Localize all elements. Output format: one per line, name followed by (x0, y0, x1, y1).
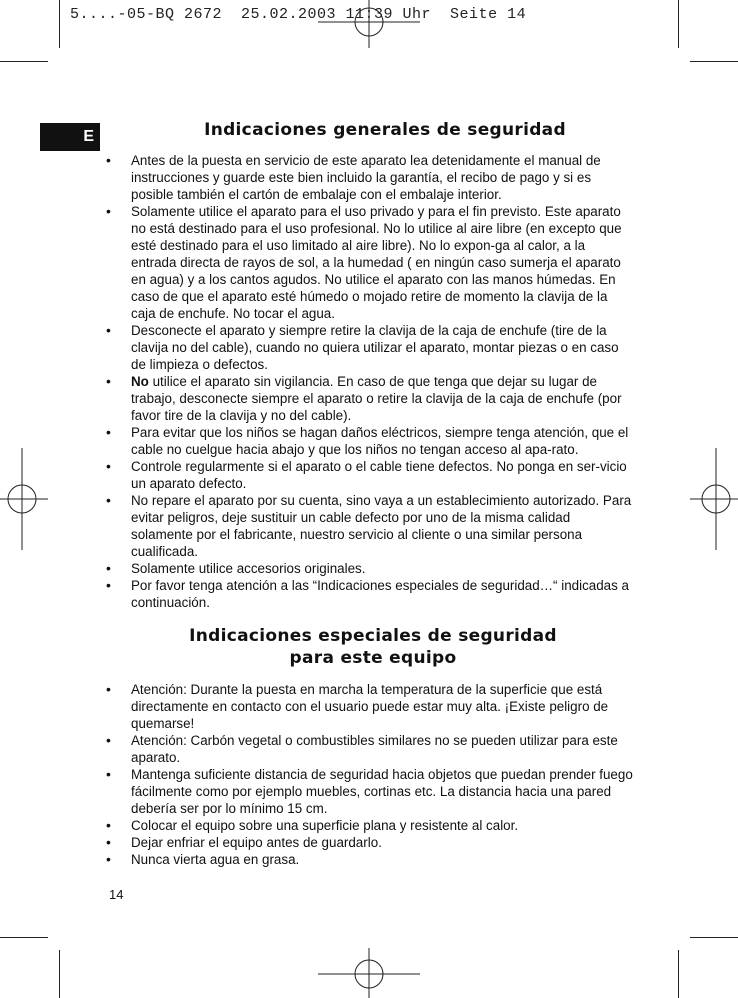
list-item-text: Controle regularmente si el aparato o el cable tiene defectos. No ponga en ser-vicio un aparato defecto. (131, 459, 627, 491)
language-tab: E (40, 123, 100, 151)
list-item (113, 373, 633, 424)
list-item-text: Atención: Carbón vegetal o combustibles similares no se pueden utilizar para este aparato. (131, 733, 618, 765)
list-item-text: Solamente utilice accesorios originales. (131, 561, 366, 576)
list-item (113, 766, 633, 817)
list-item-text: Por favor tenga atención a las “Indicaciones especiales de seguridad…“ indicadas a continuación. (131, 578, 629, 610)
list-item-text: Desconecte el aparato y siempre retire la clavija de la caja de enchufe (tire de la clavija no del cable), cuando no quiera utilizar el aparato, montar piezas o en caso de limpieza o defectos. (131, 323, 619, 372)
list-item-text: Antes de la puesta en servicio de este aparato lea detenidamente el manual de instrucciones y guarde este bien incluido la garantía, el recibo de pago y si es posible también el cartón de embalaje con el embalaje interior. (131, 153, 601, 202)
registration-mark-bottom (318, 948, 420, 998)
list-item-text: Para evitar que los niños se hagan daños eléctricos, siempre tenga atención, que el cable no cuelgue hacia abajo y que los niños no tengan acceso al apa-rato. (131, 425, 629, 457)
crop-mark (678, 950, 679, 998)
general-safety-list (113, 152, 633, 611)
crop-mark (0, 937, 48, 938)
crop-mark (59, 950, 60, 998)
list-item-text: Solamente utilice el aparato para el uso privado y para el fin previsto. Este aparato no está destinado para el uso profesional. No lo utilice al aire libre (en excepto que esté destinado para el uso limitado al aire libre). No lo expon-ga al calor, a la entrada directa de rayos de sol, a la humedad ( en ningún caso sumerja el aparato en agua) y a los cantos agudos. No utilice el aparato con las manos húmedas. En caso de que el aparato esté húmedo o mojado retire de momento la clavija de la caja de enchufe. No tocar el agua. (131, 204, 622, 321)
section-title-line1: Indicaciones especiales de seguridad (189, 626, 557, 646)
list-item (113, 834, 633, 851)
list-item (113, 152, 633, 203)
list-item-text: Nunca vierta agua en grasa. (131, 852, 300, 867)
print-header: 5....-05-BQ 2672 25.02.2003 11:39 Uhr Seite 14 (70, 6, 527, 23)
list-item-text: Atención: Durante la puesta en marcha la temperatura de la superficie que está directamente en contacto con el usuario puede estar muy alta. ¡Existe peligro de quemarse! (131, 682, 609, 731)
list-item (113, 817, 633, 834)
list-item (113, 851, 633, 868)
special-safety-list (113, 681, 633, 868)
page-number: 14 (109, 887, 124, 902)
section-title-special-safety (113, 625, 633, 669)
list-item-text: Dejar enfriar el equipo antes de guardarlo. (131, 835, 382, 850)
list-item-text: Mantenga suficiente distancia de seguridad hacia objetos que puedan prender fuego fácilmente como por ejemplo muebles, cortinas etc. La distancia hacia una pared debería ser por lo mínimo 15 cm. (131, 767, 633, 816)
list-item (113, 203, 633, 322)
section-title-line2: para este equipo (289, 648, 457, 668)
list-item (113, 577, 633, 611)
page-content (113, 120, 633, 868)
list-item (113, 560, 633, 577)
list-item-emphasis: No (131, 374, 149, 389)
list-item (113, 492, 633, 560)
list-item (113, 458, 633, 492)
crop-mark (690, 937, 738, 938)
list-item-text: utilice el aparato sin vigilancia. En caso de que tenga que dejar su lugar de trabajo, desconecte siempre el aparato o retire la clavija de la caja de enchufe (por favor tire de la clavija y no del cable). (131, 374, 622, 423)
crop-mark (678, 0, 679, 48)
list-item (113, 732, 633, 766)
list-item (113, 322, 633, 373)
list-item (113, 681, 633, 732)
registration-mark-top (318, 0, 420, 52)
registration-mark-right (690, 448, 738, 550)
registration-mark-left (0, 448, 48, 550)
list-item-text: No repare el aparato por su cuenta, sino vaya a un establecimiento autorizado. Para evitar peligros, deje sustituir un cable defecto por uno de la misma calidad solamente por el fabricante, nuestro servicio al cliente o una similar persona cualificada. (131, 493, 632, 559)
crop-mark (690, 61, 738, 62)
list-item (113, 424, 633, 458)
section-title-general-safety: Indicaciones generales de seguridad (204, 120, 566, 140)
crop-mark (0, 61, 48, 62)
crop-mark (59, 0, 60, 48)
list-item-text: Colocar el equipo sobre una superficie plana y resistente al calor. (131, 818, 519, 833)
